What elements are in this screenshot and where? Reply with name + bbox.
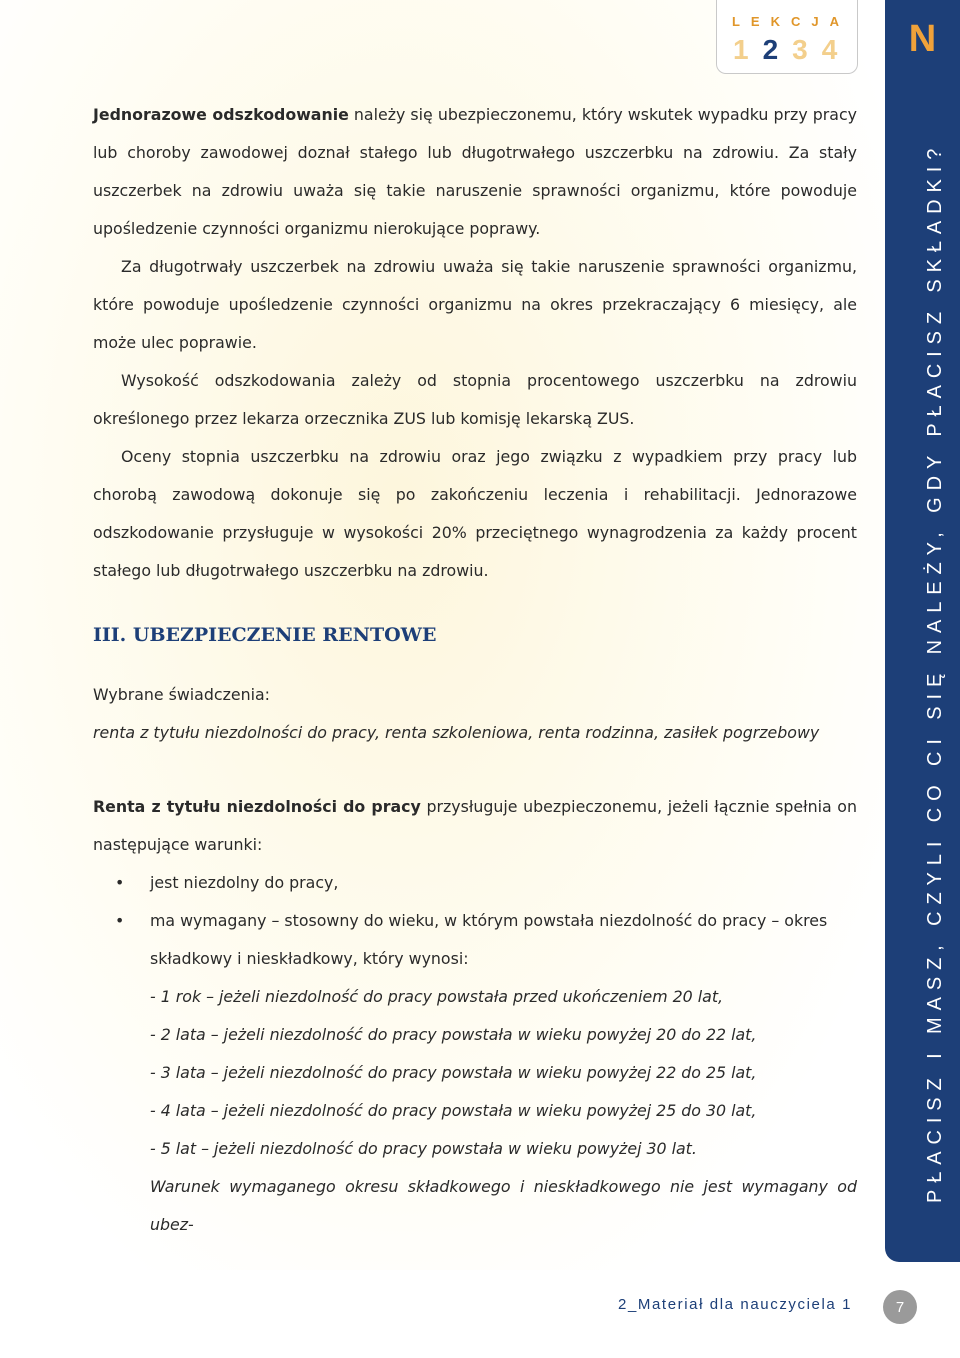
- lesson-indicator: [716, 0, 858, 74]
- paragraph-oceny: Oceny stopnia uszczerbku na zdrowiu oraz jego związku z wypadkiem przy pracy lub chorobą zawodową dokonuje się po zakończeniu leczenia i rehabilitacji. Jednorazowe odszkodowanie przysługuje w wysokości 20% przeciętnego wynagrodzenia za każdy procent stałego lub długotrwałego uszczerbku na zdrowiu.: [93, 447, 857, 580]
- benefits-list: renta z tytułu niezdolności do pracy, renta szkoleniowa, renta rodzinna, zasiłek pogrzebowy: [93, 723, 820, 742]
- main-content: [93, 96, 857, 1244]
- page-number: 7: [883, 1290, 917, 1324]
- term-renta: Renta z tytułu niezdolności do pracy: [93, 797, 421, 816]
- lesson-number-2-active: 2: [762, 34, 779, 65]
- paragraph-renta-text: przysługuje ubezpieczonemu, jeżeli łącznie spełnia on następujące warunki:: [93, 797, 857, 854]
- lesson-numbers: [733, 34, 837, 66]
- lesson-number-1: 1: [733, 34, 749, 65]
- warunek-note: Warunek wymaganego okresu składkowego i nieskładkowego nie jest wymagany od ubez-: [150, 1177, 857, 1234]
- spacer: [93, 752, 857, 788]
- section-letter: N: [908, 18, 937, 60]
- list-item: • jest niezdolny do pracy,: [93, 864, 857, 902]
- paragraph-1-text: należy się ubezpieczonemu, który wskutek wypadku przy pracy lub choroby zawodowej doznał stałego lub długotrwałego uszczerbku na zdrowiu. Za stały uszczerbek na zdrowiu uważa się takie naruszenie sprawności organizmu, które powoduje upośledzenie czynności organizmu nierokujące poprawy.: [93, 105, 857, 238]
- lesson-label: LEKCJA: [731, 14, 850, 29]
- term-jednorazowe-odszkodowanie: Jednorazowe odszkodowanie: [93, 105, 349, 124]
- paragraph-renta: [93, 788, 857, 864]
- period-item: - 4 lata – jeżeli niezdolność do pracy powstała w wieku powyżej 25 do 30 lat,: [150, 1101, 757, 1120]
- lesson-number-4: 4: [821, 34, 838, 65]
- paragraph-wysokosc: Wysokość odszkodowania zależy od stopnia procentowego uszczerbku na zdrowiu określonego przez lekarza orzecznika ZUS lub komisję lekarską ZUS.: [93, 371, 857, 428]
- period-item: - 5 lat – jeżeli niezdolność do pracy powstała w wieku powyżej 30 lat.: [150, 1139, 697, 1158]
- section-heading: III. UBEZPIECZENIE RENTOWE: [93, 624, 437, 646]
- paragraph-jednorazowe-odszkodowanie: [93, 96, 857, 248]
- period-item: - 2 lata – jeżeli niezdolność do pracy powstała w wieku powyżej 20 do 22 lat,: [150, 1025, 757, 1044]
- conditions-list: [93, 864, 857, 978]
- period-item: - 3 lata – jeżeli niezdolność do pracy powstała w wieku powyżej 22 do 25 lat,: [150, 1063, 757, 1082]
- lesson-number-3: 3: [792, 34, 808, 65]
- side-bar: [885, 0, 960, 1262]
- paragraph-dlugotrwaly: Za długotrwały uszczerbek na zdrowiu uważa się takie naruszenie sprawności organizmu, które powoduje upośledzenie czynności organizmu na okres przekraczający 6 miesięcy, ale może ulec poprawie.: [93, 257, 857, 352]
- period-item: - 1 rok – jeżeli niezdolność do pracy powstała przed ukończeniem 20 lat,: [150, 987, 724, 1006]
- list-item: • ma wymagany – stosowny do wieku, w którym powstała niezdolność do pracy – okres składkowy i nieskładkowy, który wynosi:: [93, 902, 857, 978]
- benefits-label: Wybrane świadczenia:: [93, 685, 270, 704]
- side-bar-title: PŁACISZ I MASZ, CZYLI CO CI SIĘ NALEŻY, GDY PŁACISZ SKŁADKI?: [924, 141, 946, 1203]
- footer-material: 2_Materiał dla nauczyciela 1: [618, 1296, 853, 1313]
